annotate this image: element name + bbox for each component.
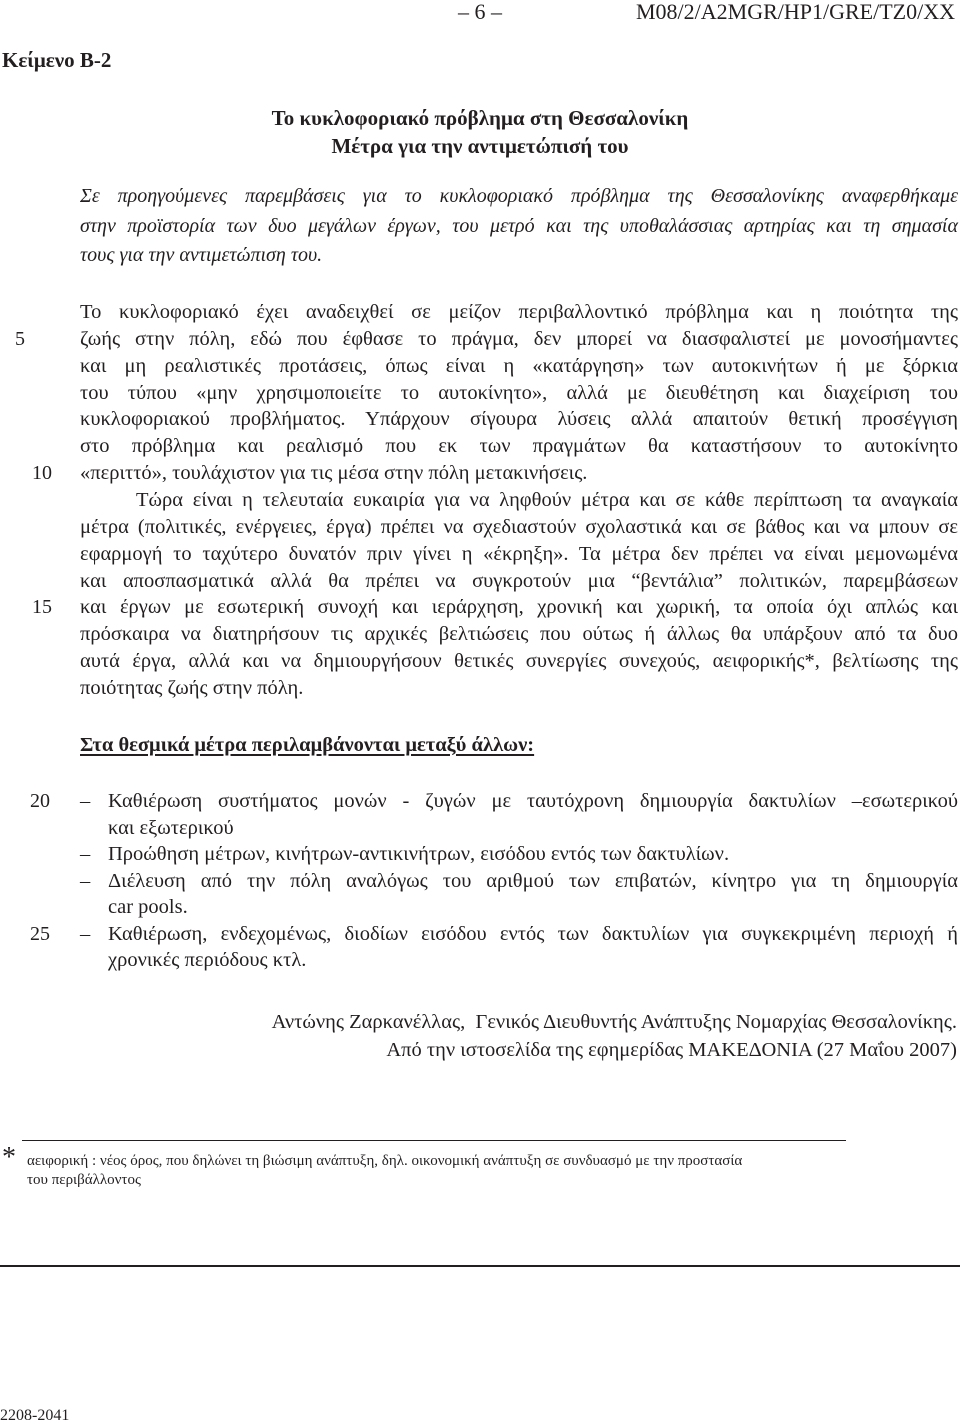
- measure-row: [0, 921, 958, 948]
- body-line: Τώρα είναι η τελευταία ευκαιρία για να ληφθούν μέτρα και σε κάθε περίπτωση τα αναγκαία: [136, 489, 958, 512]
- body-row: [0, 514, 958, 541]
- measures-list: [0, 788, 958, 974]
- body-line: και αποσπασματικά αλλά θα πρέπει να συγκροτούν μια “βεντάλια” πολιτικών, παρεμβάσεων: [80, 569, 958, 592]
- body-line: μέτρα (πολιτικές, ενέργειες, έργα) πρέπει να σχεδιαστούν σχολαστικά και σε βάθος και να μπουν σε: [80, 515, 958, 538]
- text-label: Κείμενο B-2: [2, 48, 112, 72]
- measure-line: Καθιέρωση συστήματος μονών - ζυγών με ταυτόχρονη δημιουργία δακτυλίων –εσωτερικού: [108, 790, 958, 812]
- body-row: [0, 621, 958, 648]
- bullet-dash: –: [80, 843, 91, 865]
- footnote-text: [27, 1152, 742, 1190]
- intro-line: Σε προηγούμενες παρεμβάσεις για το κυκλοφοριακό πρόβλημα της Θεσσαλονίκης αναφερθήκαμε: [80, 185, 958, 207]
- body-row: [0, 380, 958, 407]
- attribution: [272, 1008, 957, 1064]
- measure-item: [0, 841, 958, 868]
- line-number: 20: [30, 790, 50, 812]
- page-number: – 6 –: [458, 0, 502, 24]
- attribution-source: Από την ιστοσελίδα της εφημερίδας ΜΑΚΕΔΟΝΙΑ (27 Μαΐου 2007): [386, 1039, 957, 1061]
- measure-item: [0, 868, 958, 921]
- measure-line: Διέλευση από την πόλη αναλόγως του αριθμού των επιβατών, κίνητρο για τη δημιουργία: [108, 869, 958, 892]
- article-title: [0, 104, 960, 160]
- measure-line: Προώθηση μέτρων, κινήτρων-αντικινήτρων, εισόδου εντός των δακτυλίων.: [108, 843, 730, 865]
- measure-row: [0, 868, 958, 895]
- body-row: [0, 353, 958, 380]
- body-line: και μη ρεαλιστικές προτάσεις, όπως είναι η «κατάργηση» των αυτοκινήτων ή με ξόρκια: [80, 354, 958, 377]
- document-code: M08/2/A2MGR/HP1/GRE/TZ0/XX: [635, 0, 955, 24]
- measure-line: και εξωτερικού: [108, 816, 234, 839]
- measure-line: Καθιέρωση, ενδεχομένως, διοδίων εισόδου εντός των δακτυλίων για συγκεκριμένη περιοχή ή: [108, 922, 958, 945]
- footnote-line: του περιβάλλοντος: [27, 1172, 141, 1188]
- body-line: ποιότητας ζωής στην πόλη.: [80, 677, 304, 700]
- line-number: 25: [30, 922, 50, 945]
- bullet-dash: –: [80, 869, 91, 892]
- footnote-marker: *: [2, 1142, 16, 1173]
- measure-line: χρονικές περιόδους κτλ.: [108, 949, 307, 971]
- body-row: [0, 406, 958, 433]
- page-divider: [0, 1265, 960, 1267]
- body-line: και έργων με εσωτερική συνοχή και ιεράρχηση, χρονική και χωρική, τα οποία όχι απλώς και: [80, 596, 958, 619]
- body-row: [0, 568, 958, 595]
- article-title-line-2: Μέτρα για την αντιμετώπισή του: [331, 134, 629, 158]
- measures-heading: Στα θεσμικά μέτρα περιλαμβάνονται μεταξύ άλλων:: [80, 734, 535, 756]
- intro-paragraph: [80, 182, 958, 271]
- body-line: του τύπου «μην χρησιμοποιείτε το αυτοκίνητο», αλλά με διευθέτηση και διαχείριση του: [80, 381, 958, 404]
- measure-item: [0, 921, 958, 974]
- measure-row: [0, 841, 958, 868]
- body-row: [0, 675, 958, 702]
- line-number: 5: [15, 327, 25, 350]
- body-row: [0, 648, 958, 675]
- article-title-line-1: Το κυκλοφοριακό πρόβλημα στη Θεσσαλονίκη: [271, 106, 689, 130]
- attribution-author: Αντώνης Ζαρκανέλλας, Γενικός Διευθυντής Ανάπτυξης Νομαρχίας Θεσσαλονίκης.: [271, 1011, 957, 1033]
- intro-line: στην προϊστορία των δυο μεγάλων έργων, του μετρό και της υποθαλάσσιας αρτηρίας και τη σημασία: [80, 214, 958, 237]
- measure-item: [0, 788, 958, 841]
- article-body: [0, 299, 958, 702]
- body-line: Το κυκλοφοριακό έχει αναδειχθεί σε μείζον περιβαλλοντικό πρόβλημα και η ποιότητα της: [80, 301, 958, 323]
- footer-code: 2208-2041: [0, 1407, 70, 1424]
- measure-row: [0, 788, 958, 815]
- measure-line: car pools.: [108, 896, 188, 918]
- body-line: ζωής στην πόλη, εδώ που έφθασε το πράγμα, δεν μπορεί να διασφαλιστεί με μονοσήμαντες: [80, 327, 958, 350]
- measure-row: [0, 894, 958, 921]
- bullet-dash: –: [80, 790, 91, 812]
- body-line: εφαρμογή το ταχύτερο δυνατόν πριν γίνει η «έκρηξη». Τα μέτρα δεν πρέπει να είναι μεμονωμένα: [80, 542, 958, 565]
- body-row: [0, 460, 958, 487]
- footnote-rule: [22, 1140, 846, 1141]
- body-line: αυτά έργα, αλλά και να δημιουργήσουν θετικές συνεργίες συνεχούς, αειφορικής*, βελτίωσης της: [80, 650, 958, 673]
- measure-row: [0, 815, 958, 842]
- body-row: [0, 299, 958, 326]
- body-line: «περιττό», τουλάχιστον για τις μέσα στην πόλη μετακινήσεις.: [80, 462, 588, 485]
- body-row: [0, 487, 958, 514]
- body-row: [0, 541, 958, 568]
- body-line: κυκλοφοριακού προβλήματος. Υπάρχουν σίγουρα λύσεις αλλά απαιτούν θετική προσέγγιση: [80, 408, 958, 431]
- body-line: στο πρόβλημα και ρεαλισμό που εκ των πραγμάτων θα καταστήσουν το αυτοκίνητο: [80, 435, 958, 458]
- line-number: 15: [32, 596, 52, 619]
- measure-row: [0, 947, 958, 974]
- body-row: [0, 326, 958, 353]
- intro-line: τους για την αντιμετώπιση του.: [80, 244, 323, 266]
- body-row: [0, 433, 958, 460]
- line-number: 10: [32, 462, 52, 485]
- body-row: [0, 594, 958, 621]
- bullet-dash: –: [80, 922, 91, 945]
- body-line: πρόσκαιρα να διατηρήσουν τις αρχικές βελτιώσεις που ούτως ή άλλως θα υπάρξουν από τα δυο: [80, 623, 958, 646]
- footnote-line: αειφορική : νέος όρος, που δηλώνει τη βιώσιμη ανάπτυξη, δηλ. οικονομική ανάπτυξη σε συνδυασμό με την προστασία: [27, 1153, 743, 1169]
